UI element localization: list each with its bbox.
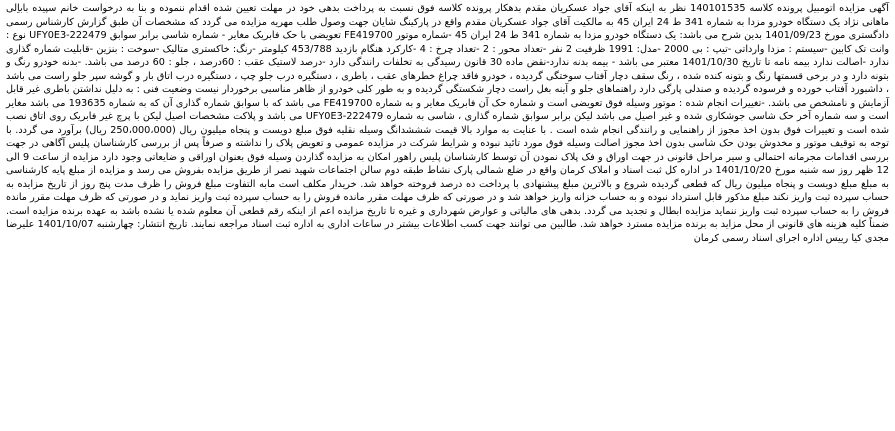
notice-body: آگهی مزایده اتومبیل پرونده کلاسه 140101535 نظر به اینکه آقای جواد عسکریان مقدم بدهکار پرونده کلاسه فوق نسبت به پرداخت بدهی خود در مهلت تعیین شده اقدام ننموده و بنا به درخواست خانم سپیده باباِلی ماهانی نژاد یک دستگاه خودرو مزدا به شماره 341 ط 24 ایران 45 به مالکیت آقای جواد عسکریان مقدم واقع در پارکینگ شایان جهت وصول طلب مهریه مزایده می گردد که مشخصات آن طبق گزارش کارشناس رسمی دادگستری مورخ 1401/09/23 بدین شرح می باشد: یک دستگاه خودرو مزدا به شماره 341 ط 24 ایران 45 -شماره موتور FE419700 تعویضی با حک فابریک مغایر - شماره شاسی برابر سوابق UFY0E3-222479 نوع : وانت تک کابین -سیستم : مزدا وارداتی -تیپ : بی 2000 -مدل: 1991 ظرفیت 2 نفر -تعداد محور : 2 -تعداد چرخ : 4 -کارکرد هنگام بازدید 453/788 کیلومتر -رنگ: خاکستری متالیک -سوخت : بنزین -قابلیت شماره گذاری ندارد -اصالت ندارد بیمه نامه تا تاریخ 1401/10/30 معتبر می باشد - بیمه بدنه ندارد-نقض ماده 30 قانون رسیدگی به تخلفات رانندگی دارد -درصد لاستیک عقب : 60درصد ، جلو : 60 درصد می باشد. -بدنه خودرو رنگ و بتونه دارد و در برخی قسمتها رنگ و بتونه کنده شده ، رنگ سقف دچار آفتاب سوختگی گردیده ، خودرو فاقد چراغ خطرهای عقب ، باطری ، دستگیره درب جلو چپ ، دستگیره درب اتاق بار و گوشه سپر جلو راست می باشد ، داشبورد آفتاب خورده و فرسوده گردیده و صندلی پارگی دارد راهنماهای جلو و آینه بغل راست دچار شکستگی گردیده و به طور کلی خودرو از ظاهر مناسبی برخوردار نیست وضعیت فنی : به دلیل نداشتن باطری غیر قابل آزمایش و نامشخص می باشد. -تغییرات انجام شده : موتور وسیله فوق تعویضی است و شماره حک آن فابریک مغایر و به شماره FE419700 می باشد که با سوابق شماره گذاری آن که به شماره 193635 می باشد مغایر است و سه شماره آخر حک شاسی جوشکاری شده و غیر اصیل می باشد لیکن برابر سوابق شماره گذاری ، شاسی به شماره UFY0E3-222479 می باشد و پلاکت مشخصات اصیل لیکن با پرچ غیر فابریک روی اتاق نصب شده است و تغییرات فوق بدون اخذ مجوز از راهنمایی و رانندگی انجام شده است . با عنایت به موارد بالا قیمت شششدانگ وسیله نقلیه فوق مبلغ دویست و پنجاه میلیون ریال (250،000،000 ریال) برآورد می گردد. با توجه به توقیف موتور و مخدوش بودن حک شاسی بدون اخذ مجوز اصالت وسیله فوق مورد تائید نبوده و شرایط شرکت در مزایده عمومی و تعویض پلاک را نداشته و صرفاً پس از بررسی کارشناسان پلیس آگاهی در جهت بررسی اقدامات مجرمانه احتمالی و سیر مراحل قانونی در جهت اوراق و فک پلاک نمودن آن توسط کارشناسان پلیس راهور امکان به مزایده گذاردن وسیله فوق بعنوان اوراقی و ضایعاتی وجود دارد مزایده از ساعت 9 الی 12 ظهر روز سه شنبه مورخ 1401/10/20 در اداره کل ثبت اسناد و املاک کرمان واقع در ضلع شمالی پارک نشاط طبقه دوم سالن اجتماعات شهید نصر از طریق مزایده بفروش می رسد و مزایده از مبلغ پایه کارشناسی به مبلغ مبلغ دویست و پنجاه میلیون ریال که قطعی گردیده شروع و بالاترین مبلغ پیشنهادی با پرداخت ده درصد فروخته خواهد شد. خریدار مکلف است مابه التفاوت مبلغ فروش را ظرف مدت پنج روز از تاریخ مزایده به حساب سپرده ثبت واریز نکند مبلغ مذکور قابل استرداد نبوده و به حساب خزانه واریز خواهد شد و در صورتی که ظرف مهلت مقرر مانده فروش را به حساب سپرده ثبت واریز نماید و در صورتی که ظرف مهلت مقرر مانده فروش را به حساب سپرده ثبت واریز ننماید مزایده ابطال و تجدید می گردد. بدهی های مالیاتی و عوارض شهرداری و غیره تا تاریخ مزایده اعم از اینکه رقم قطعی آن معلوم شده یا نشده باشد به عهده برنده مزایده است. ضمناً کلیه هزینه های قانونی از محل مزاید به برنده مزایده مسترد خواهد شد. طالبین می توانند جهت کسب اطلاعات بیشتر در ساعات اداری به اداره ثبت اسناد مراجعه نمایند. تاریخ انتشار: چهارشنبه 1401/10/07 علیرضا مجدی کیا رییس اداره اجرای اسناد رسمی کرمان bbox=[6, 3, 890, 244]
